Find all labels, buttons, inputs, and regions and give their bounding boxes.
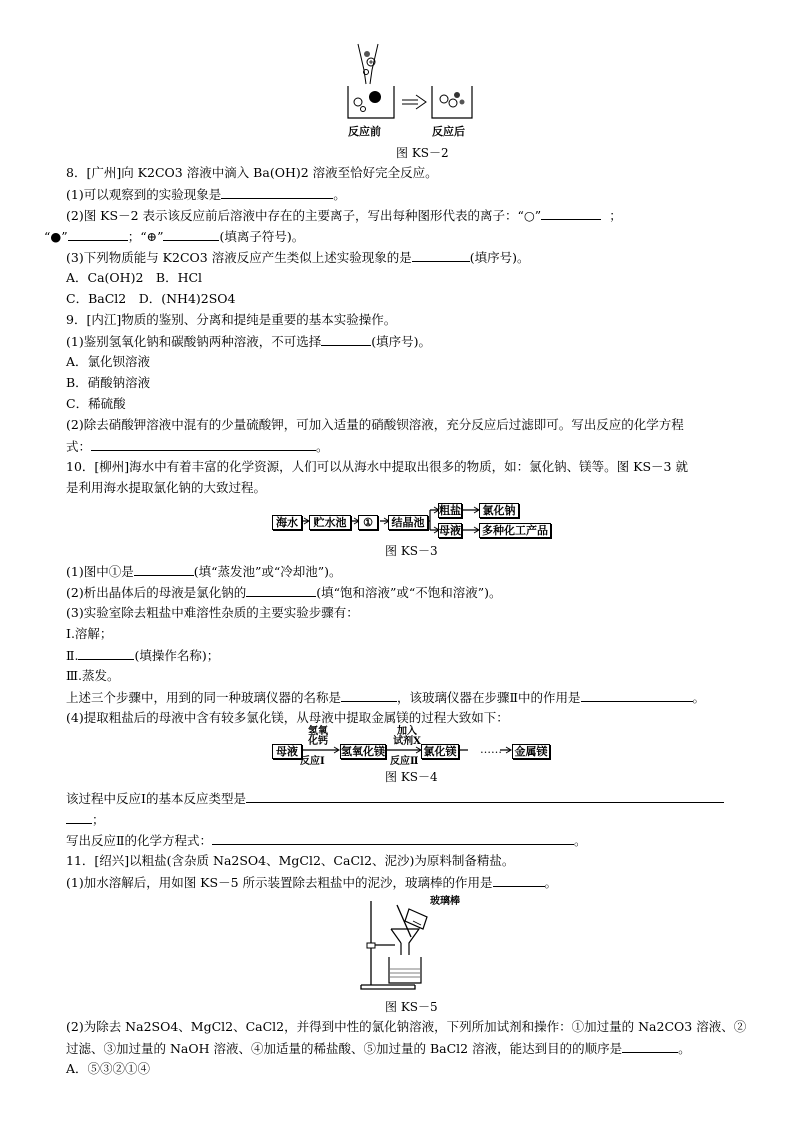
q9-part2b: 式： 。 <box>66 439 329 454</box>
q8-part2b: “●” ；“⊕” (填离子符号)。 <box>44 229 305 244</box>
fig2-caption: 图 KS－2 <box>396 146 449 160</box>
fig3-node-mother-liquor: 母液 <box>439 524 461 537</box>
q10-part6: 写出反应Ⅱ的化学方程式： 。 <box>66 833 587 848</box>
q8-part2: (2)图 KS－2 表示该反应前后溶液中存在的主要离子，写出每种图形代表的离子：“○” ； <box>66 208 622 223</box>
q10-title: 10．[柳州]海水中有着丰富的化学资源，人们可以从海水中提取出很多的物质，如：氯化钠、镁等。图 KS－3 就 <box>66 459 688 474</box>
q10-part5: 该过程中反应Ⅰ的基本反应类型是 <box>66 790 724 807</box>
fig3-node-crystallizer: 结晶池 <box>388 515 428 530</box>
q9-option-a: A．氯化钡溶液 <box>66 354 151 369</box>
fig4-arrow2-top: 加入 试剂X <box>393 726 421 747</box>
q11-part2b: 过滤、③加过量的 NaOH 溶液、④加适量的稀盐酸、⑤加过量的 BaCl2 溶液，能达到目的的顺序是 。 <box>66 1041 691 1056</box>
fig3-caption: 图 KS－3 <box>385 544 438 558</box>
q10-part3: (3)实验室除去粗盐中难溶性杂质的主要实验步骤有： <box>66 605 359 620</box>
fig2-after-label: 反应后 <box>432 125 465 138</box>
q11-title: 11．[绍兴]以粗盐(含杂质 Na2SO4、MgCl2、CaCl2、泥沙)为原料制备精盐。 <box>66 853 515 868</box>
q10-part3b: 上述三个步骤中，用到的同一种玻璃仪器的名称是 ，该玻璃仪器在步骤Ⅱ中的作用是 。 <box>66 690 706 705</box>
q10-part4: (4)提取粗盐后的母液中含有较多氯化镁，从母液中提取金属镁的过程大致如下： <box>66 710 509 725</box>
fig4-dots: …… <box>480 743 502 756</box>
q8-part3: (3)下列物质能与 K2CO3 溶液反应产生类似上述实验现象的是 (填序号)。 <box>66 250 530 265</box>
q10-part1: (1)图中①是 (填“蒸发池”或“冷却池”)。 <box>66 564 342 579</box>
figure-ks5 <box>355 893 445 993</box>
fig4-node-mother-liquor: 母液 <box>272 744 302 759</box>
q10-step2: Ⅱ. (填操作名称)； <box>66 648 220 663</box>
q8-options-ab: A．Ca(OH)2 B．HCl <box>66 270 203 285</box>
fig3-node-reservoir: 贮水池 <box>309 515 351 530</box>
q11-part1: (1)加水溶解后，用如图 KS－5 所示装置除去粗盐中的泥沙，玻璃棒的作用是 。 <box>66 875 558 890</box>
q9-part1: (1)鉴别氢氧化钠和碳酸钠两种溶液，不可选择 (填序号)。 <box>66 334 431 349</box>
fig4-node-mgoh2: 氢氧化镁 <box>341 745 385 758</box>
q10-part2: (2)析出晶体后的母液是氯化钠的 (填“饱和溶液”或“不饱和溶液”)。 <box>66 585 502 600</box>
q9-option-c: C．稀硫酸 <box>66 396 126 411</box>
fig5-caption: 图 KS－5 <box>385 1000 438 1014</box>
fig4-arrow2-bottom: 反应Ⅱ <box>390 756 419 767</box>
fig3-node-crude-salt: 粗盐 <box>439 504 461 517</box>
fig3-node-seawater: 海水 <box>272 515 302 530</box>
fig5-rod-label: 玻璃棒 <box>430 896 460 907</box>
q8-options-cd: C．BaCl2 D．(NH4)2SO4 <box>66 291 236 306</box>
q10-step1: Ⅰ.溶解； <box>66 626 113 641</box>
fig4-arrow1-top: 氢氧 化钙 <box>308 726 328 747</box>
q9-option-b: B．硝酸钠溶液 <box>66 375 151 390</box>
q11-part2: (2)为除去 Na2SO4、MgCl2、CaCl2，并得到中性的氯化钠溶液，下列所加试剂和操作：①加过量的 Na2CO3 溶液、② <box>66 1019 747 1034</box>
fig3-node-chemicals: 多种化工产品 <box>479 523 551 538</box>
q10-title2: 是利用海水提取氯化钠的大致过程。 <box>66 480 267 495</box>
q9-part2: (2)除去硝酸钾溶液中混有的少量硫酸钾，可加入适量的硝酸钡溶液，充分反应后过滤即可。写出反应的化学方程 <box>66 417 684 432</box>
fig4-caption: 图 KS－4 <box>385 770 438 784</box>
fig3-node-1: ① <box>358 515 378 530</box>
q9-title: 9．[内江]物质的鉴别、分离和提纯是重要的基本实验操作。 <box>66 312 397 327</box>
fig4-arrow1-bottom: 反应Ⅰ <box>300 756 325 767</box>
q8-title: 8．[广州]向 K2CO3 溶液中滴入 Ba(OH)2 溶液至恰好完全反应。 <box>66 165 438 180</box>
q8-part1: (1)可以观察到的实验现象是 。 <box>66 187 346 202</box>
q10-part5-end: ； <box>66 811 105 828</box>
fig2-before-label: 反应前 <box>348 125 381 138</box>
q11-option-a: A．⑤③②①④ <box>66 1061 151 1076</box>
fig4-node-mg: 金属镁 <box>512 744 550 759</box>
fig3-node-nacl: 氯化钠 <box>479 503 519 518</box>
fig4-node-mgcl2: 氯化镁 <box>421 744 459 759</box>
q10-step3: Ⅲ.蒸发。 <box>66 668 120 683</box>
